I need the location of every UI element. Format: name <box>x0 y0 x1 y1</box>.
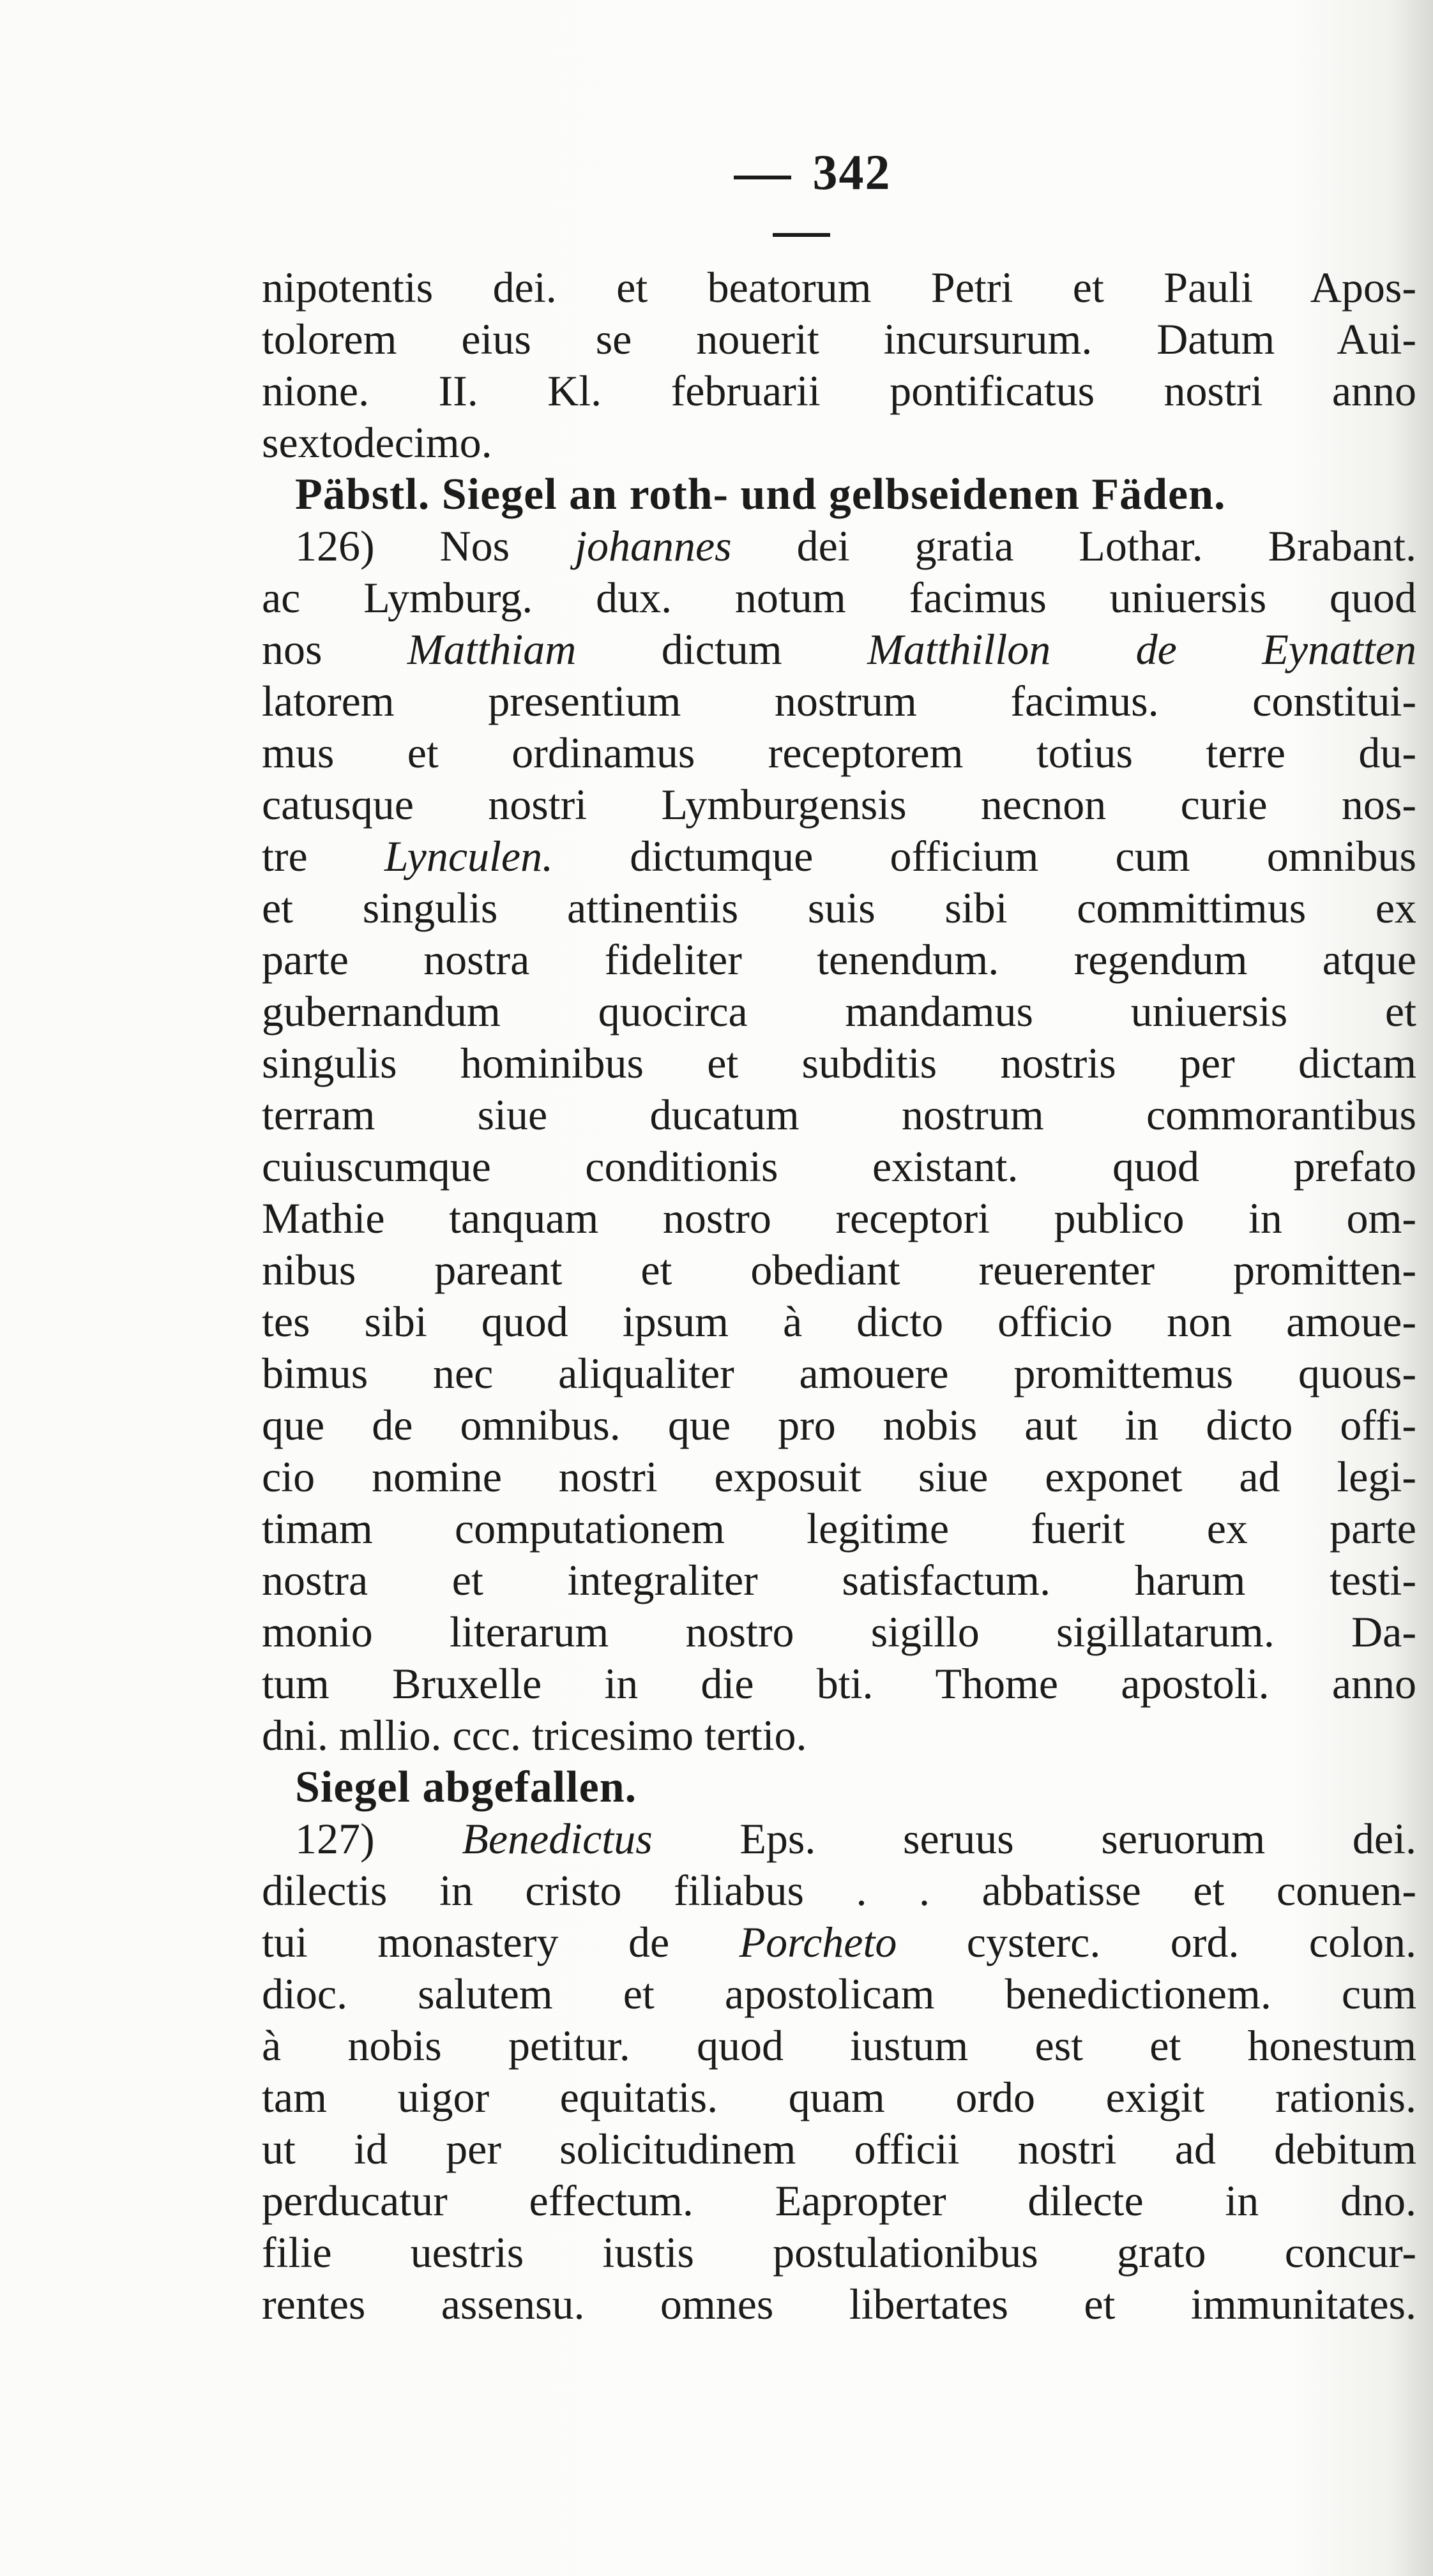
text-line <box>262 1917 1416 1968</box>
seal-note-line <box>262 469 1416 520</box>
page-number-dash-right <box>773 233 830 237</box>
text-segment: Päbstl. Siegel an roth- und gelbseidenen Fäden. <box>295 470 1226 519</box>
text-line <box>262 624 1416 675</box>
text-segment: Mathie tanquam nostro receptori publico in om- <box>262 1194 1416 1242</box>
italic-name: Matthillon de Eynatten <box>867 625 1416 674</box>
text-line <box>262 1193 1416 1244</box>
text-line <box>262 2072 1416 2123</box>
text-line <box>262 727 1416 779</box>
text-segment: nos <box>262 625 407 674</box>
text-segment: dictumque officium cum omnibus <box>553 832 1416 880</box>
text-segment: filie uestris iustis postulationibus grato concur- <box>262 2228 1416 2277</box>
text-line <box>262 1555 1416 1606</box>
text-line <box>262 2123 1416 2175</box>
text-segment: cio nomine nostri exposuit siue exponet ad legi- <box>262 1452 1416 1501</box>
text-segment: dioc. salutem et apostolicam benedictionem. cum <box>262 1970 1416 2018</box>
text-line <box>262 1348 1416 1399</box>
page-number <box>674 144 929 259</box>
text-line <box>262 572 1416 624</box>
text-line <box>262 882 1416 934</box>
text-segment: dni. mllio. ccc. tricesimo tertio. <box>262 1711 807 1759</box>
text-segment: bimus nec aliqualiter amouere promittemus quous- <box>262 1349 1416 1397</box>
text-segment: et singulis attinentiis suis sibi committimus ex <box>262 884 1416 932</box>
text-segment: cysterc. ord. colon. <box>897 1918 1416 1966</box>
text-line <box>262 675 1416 727</box>
text-segment: 126) Nos <box>295 522 575 570</box>
text-segment: terram siue ducatum nostrum commorantibus <box>262 1090 1416 1139</box>
italic-name: Matthiam <box>407 625 577 674</box>
italic-name: Porcheto <box>739 1918 897 1966</box>
text-segment: perducatur effectum. Eapropter dilecte in dno. <box>262 2176 1416 2225</box>
text-line <box>262 1089 1416 1141</box>
text-segment: Eps. seruus seruorum dei. <box>652 1814 1416 1863</box>
text-line <box>262 1296 1416 1348</box>
text-segment: cuiuscumque conditionis existant. quod prefato <box>262 1142 1416 1191</box>
text-line <box>262 831 1416 882</box>
text-segment: mus et ordinamus receptorem totius terre du- <box>262 728 1416 777</box>
italic-name: Benedictus <box>462 1814 653 1863</box>
text-line <box>262 1658 1416 1710</box>
italic-name: Lynculen. <box>384 832 554 880</box>
text-segment: monio literarum nostro sigillo sigillatarum. Da- <box>262 1608 1416 1656</box>
page-number-text: 342 <box>812 144 891 200</box>
text-segment: dei gratia Lothar. Brabant. <box>731 522 1416 570</box>
text-segment: gubernandum quocirca mandamus uniuersis et <box>262 987 1416 1036</box>
text-line <box>262 262 1416 313</box>
text-line <box>262 365 1416 417</box>
italic-name: johannes <box>575 522 732 570</box>
text-segment: timam computationem legitime fuerit ex parte <box>262 1504 1416 1553</box>
text-segment: dictum <box>576 625 868 674</box>
text-segment: nione. II. Kl. februarii pontificatus nostri anno <box>262 366 1416 415</box>
text-segment: latorem presentium nostrum facimus. constitui- <box>262 677 1416 725</box>
text-line <box>262 417 1416 469</box>
text-line <box>262 986 1416 1037</box>
page-number-dash-left <box>734 176 791 179</box>
text-segment: 127) <box>295 1814 462 1863</box>
text-segment: tui monastery de <box>262 1918 739 1966</box>
text-segment: parte nostra fideliter tenendum. regendum atque <box>262 935 1416 984</box>
text-segment: sextodecimo. <box>262 418 492 467</box>
text-segment: ac Lymburg. dux. notum facimus uniuersis quod <box>262 573 1416 622</box>
text-line <box>262 934 1416 986</box>
text-line <box>262 1503 1416 1555</box>
text-segment: tum Bruxelle in die bti. Thome apostoli. anno <box>262 1659 1416 1708</box>
text-line <box>262 1037 1416 1089</box>
text-segment: nibus pareant et obediant reuerenter promitten- <box>262 1246 1416 1294</box>
text-line <box>262 779 1416 831</box>
text-segment: tre <box>262 832 384 880</box>
text-segment: nostra et integraliter satisfactum. harum testi- <box>262 1556 1416 1604</box>
text-segment: dilectis in cristo filiabus . . abbatisse et conuen- <box>262 1866 1416 1915</box>
text-segment: tes sibi quod ipsum à dicto officio non amoue- <box>262 1297 1416 1346</box>
text-line <box>262 313 1416 365</box>
text-segment: Siegel abgefallen. <box>295 1763 637 1812</box>
text-line <box>262 1710 1416 1761</box>
text-line <box>262 1606 1416 1658</box>
text-segment: singulis hominibus et subditis nostris per dictam <box>262 1039 1416 1087</box>
text-segment: rentes assensu. omnes libertates et immunitates. <box>262 2280 1416 2328</box>
text-line <box>262 1865 1416 1917</box>
text-line <box>262 1141 1416 1193</box>
seal-note-line <box>262 1761 1416 1813</box>
text-line <box>262 1244 1416 1296</box>
text-line <box>262 1968 1416 2020</box>
text-line <box>262 2227 1416 2278</box>
text-line <box>262 2020 1416 2072</box>
text-line <box>262 1399 1416 1451</box>
text-segment: nipotentis dei. et beatorum Petri et Pauli Apos- <box>262 263 1416 312</box>
text-line <box>262 2278 1416 2330</box>
text-segment: ut id per solicitudinem officii nostri ad debitum <box>262 2125 1416 2173</box>
text-segment: que de omnibus. que pro nobis aut in dicto offi- <box>262 1401 1416 1449</box>
text-segment: catusque nostri Lymburgensis necnon curie nos- <box>262 780 1416 829</box>
text-line <box>262 1451 1416 1503</box>
text-line <box>262 520 1416 572</box>
text-line <box>262 2175 1416 2227</box>
body-text <box>262 262 1416 2330</box>
text-segment: à nobis petitur. quod iustum est et honestum <box>262 2021 1416 2070</box>
text-line <box>262 1813 1416 1865</box>
text-segment: tam uigor equitatis. quam ordo exigit rationis. <box>262 2073 1416 2121</box>
text-segment: tolorem eius se nouerit incursurum. Datum Aui- <box>262 315 1416 363</box>
